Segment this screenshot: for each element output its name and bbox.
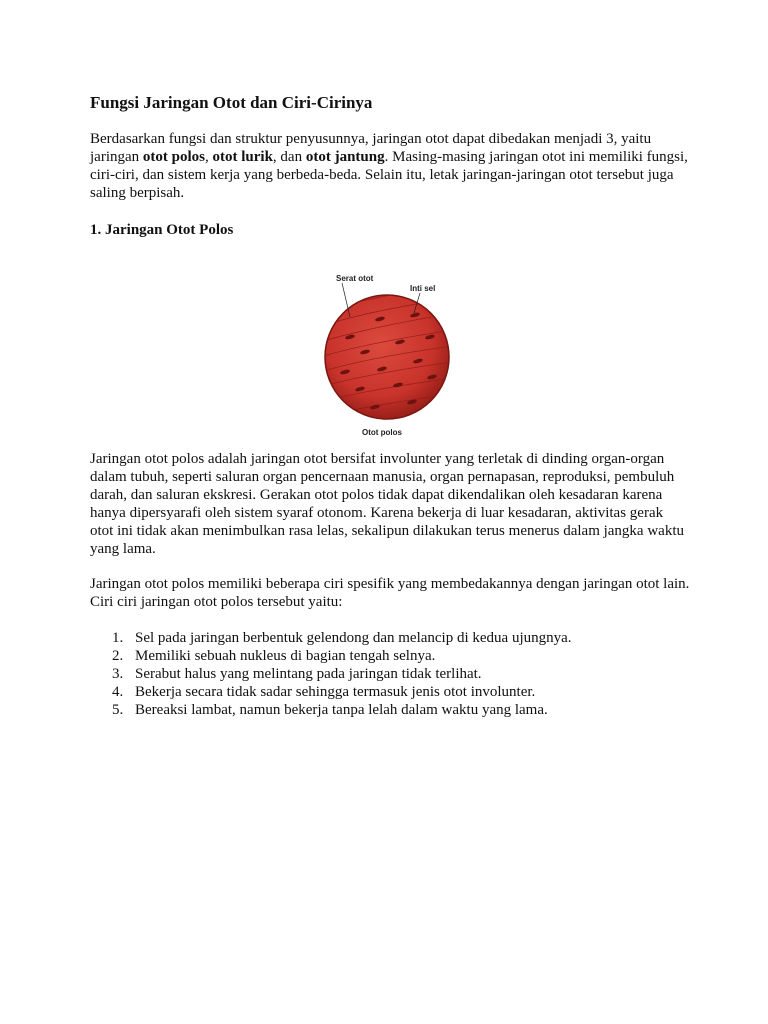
section-heading-otot-polos: 1. Jaringan Otot Polos — [90, 222, 234, 238]
list-item-number: 3. — [112, 666, 124, 682]
smooth-muscle-illustration — [320, 257, 460, 447]
intro-text-1: Berdasarkan fungsi dan struktur penyusunnya, jaringan otot dapat dibedakan menjadi 3, yaitu jaringan — [90, 131, 652, 165]
list-item — [90, 629, 690, 647]
label-serat-otot: Serat otot — [336, 274, 374, 283]
intro-paragraph — [90, 130, 690, 202]
label-inti-sel: Inti sel — [410, 284, 436, 293]
list-item-number: 4. — [112, 684, 124, 700]
intro-bold-otot-jantung: otot jantung — [305, 149, 385, 165]
list-item — [90, 701, 690, 719]
intro-text-4: . Masing-masing jaringan otot ini memiliki fungsi, ciri-ciri, dan sistem kerja yang berbeda-beda. Selain itu, letak jaringan-jaringan otot tersebut juga saling berpisah. — [90, 149, 688, 201]
list-item — [90, 665, 690, 683]
list-item-text: Sel pada jaringan berbentuk gelendong dan melancip di kedua ujungnya. — [135, 630, 572, 646]
characteristics-list — [90, 629, 690, 719]
list-item-text: Bereaksi lambat, namun bekerja tanpa lelah dalam waktu yang lama. — [135, 702, 548, 718]
figure-caption: Otot polos — [362, 428, 402, 437]
list-item-text: Serabut halus yang melintang pada jaringan tidak terlihat. — [135, 666, 482, 682]
intro-text-3: , dan — [272, 149, 306, 165]
tissue-circle — [325, 295, 449, 419]
paragraph-characteristics-intro: Jaringan otot polos memiliki beberapa ciri spesifik yang membedakannya dengan jaringan otot lain. Ciri ciri jaringan otot polos tersebut yaitu: — [90, 576, 690, 610]
list-item — [90, 683, 690, 701]
list-item-number: 5. — [112, 702, 124, 718]
list-item — [90, 647, 690, 665]
page-title: Fungsi Jaringan Otot dan Ciri-Cirinya — [90, 93, 373, 112]
smooth-muscle-figure — [320, 257, 460, 447]
list-item-number: 2. — [112, 648, 124, 664]
paragraph-definition: Jaringan otot polos adalah jaringan otot bersifat involunter yang terletak di dinding organ-organ dalam tubuh, seperti saluran organ pencernaan manusia, organ pernapasan, reproduksi, pembuluh darah, dan saluran ekskresi. Gerakan otot polos tidak dapat dikendalikan oleh kesadaran karena hanya dipersyarafi oleh sistem syaraf otonom. Karena bekerja di luar kesadaran, aktivitas gerak otot ini tidak akan menimbulkan rasa lelas, sekalipun dilakukan terus menerus dalam jangka waktu yang lama. — [90, 451, 685, 557]
intro-text-2: , — [205, 149, 213, 165]
list-item-number: 1. — [112, 630, 124, 646]
list-item-text: Bekerja secara tidak sadar sehingga termasuk jenis otot involunter. — [135, 684, 536, 700]
intro-bold-otot-polos: otot polos — [142, 149, 205, 165]
intro-bold-otot-lurik: otot lurik — [212, 149, 273, 165]
list-item-text: Memiliki sebuah nukleus di bagian tengah selnya. — [135, 648, 436, 664]
